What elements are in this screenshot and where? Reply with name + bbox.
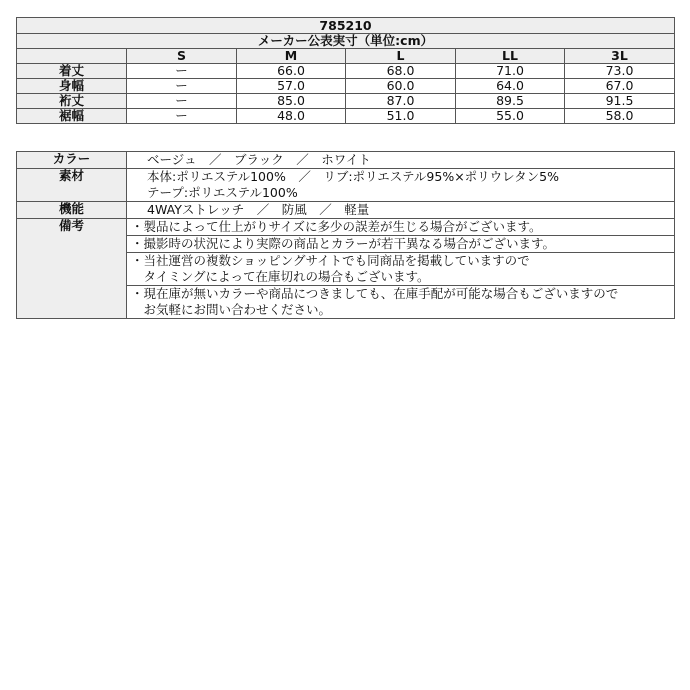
note-line: ・製品によって仕上がりサイズに多少の誤差が生じる場合がございます。 [131,219,542,234]
detail-row-notes-1 [17,219,675,236]
size-row-length [17,64,675,79]
row-label: 着丈 [17,64,127,79]
size-header-s: S [127,49,237,64]
note-line: タイミングによって在庫切れの場合もございます。 [131,269,430,284]
size-caption: メーカー公表実寸（単位:cm） [17,34,675,49]
size-value: 89.5 [456,94,565,109]
size-value: 73.0 [565,64,675,79]
size-value: 60.0 [346,79,456,94]
model-number: 785210 [17,18,675,34]
row-label: 身幅 [17,79,127,94]
detail-label: カラー [17,152,127,169]
detail-table [16,151,675,319]
note-item [127,219,675,236]
size-value: 57.0 [237,79,346,94]
color-value: ベージュ ／ ブラック ／ ホワイト [147,152,371,167]
row-label: 裾幅 [17,109,127,124]
size-value: 91.5 [565,94,675,109]
size-value: 71.0 [456,64,565,79]
detail-value-cell [127,152,675,169]
size-value: 66.0 [237,64,346,79]
detail-value-cell [127,202,675,219]
function-value: 4WAYストレッチ ／ 防風 ／ 軽量 [147,202,370,217]
size-value: 51.0 [346,109,456,124]
size-header-l: L [346,49,456,64]
size-value: 64.0 [456,79,565,94]
note-item [127,253,675,286]
corner-cell [17,49,127,64]
detail-row-material [17,169,675,202]
size-value: 48.0 [237,109,346,124]
size-value: ー [127,79,237,94]
detail-label: 備考 [17,219,127,319]
note-item [127,236,675,253]
detail-label: 素材 [17,169,127,202]
size-header-ll: LL [456,49,565,64]
material-line: テープ:ポリエステル100% [147,185,298,200]
size-value: 55.0 [456,109,565,124]
size-value: 87.0 [346,94,456,109]
size-value: 68.0 [346,64,456,79]
detail-row-function [17,202,675,219]
detail-value-cell [127,169,675,202]
size-value: ー [127,64,237,79]
note-line: ・撮影時の状況により実際の商品とカラーが若干異なる場合がございます。 [131,236,556,251]
detail-label: 機能 [17,202,127,219]
size-header-m: M [237,49,346,64]
size-value: ー [127,109,237,124]
note-line: ・現在庫が無いカラーや商品につきましても、在庫手配が可能な場合もございますので [131,286,619,301]
detail-row-color [17,152,675,169]
size-value: ー [127,94,237,109]
size-header-3l: 3L [565,49,675,64]
note-line: ・当社運営の複数ショッピングサイトでも同商品を掲載していますので [131,253,530,268]
note-line: お気軽にお問い合わせください。 [131,302,332,317]
size-row-width [17,79,675,94]
size-value: 67.0 [565,79,675,94]
row-label: 裄丈 [17,94,127,109]
size-table [16,17,675,124]
size-value: 85.0 [237,94,346,109]
material-line: 本体:ポリエステル100% ／ リブ:ポリエステル95%×ポリウレタン5% [147,169,559,184]
size-value: 58.0 [565,109,675,124]
size-row-sleeve [17,94,675,109]
note-item [127,286,675,319]
size-row-hem [17,109,675,124]
